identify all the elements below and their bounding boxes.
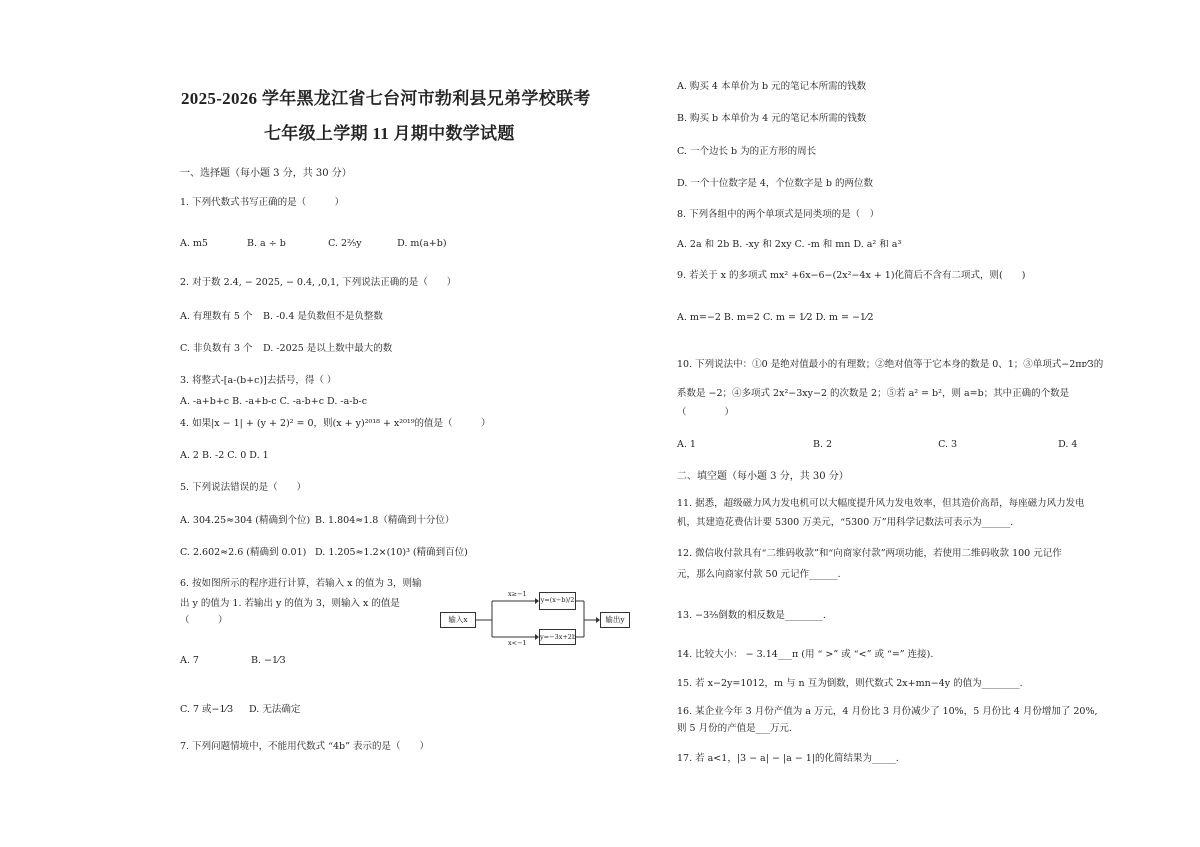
question-7: 7. 下列问题情境中，不能用代数式 “4b” 表示的是（ ） — [180, 741, 429, 752]
option-b: B. 1.804≈1.8（精确到十分位） — [315, 515, 455, 526]
question-7-option-c: C. 一个边长 b 为的正方形的周长 — [677, 146, 817, 157]
option-a: A. 304.25≈304 (精确到个位) — [180, 515, 311, 526]
condition-top-label: x≥−1 — [508, 590, 527, 598]
question-5-options-row2 — [180, 546, 468, 560]
question-11-line2: 机，其建造花费估计要 5300 万美元，“5300 万”用科学记数法可表示为______. — [677, 517, 1014, 528]
option-c: C. 7 或−1⁄3 — [180, 704, 234, 715]
question-7-option-a: A. 购买 4 本单价为 b 元的笔记本所需的钱数 — [677, 81, 867, 92]
section-fill-heading: 二、填空题（每小题 3 分，共 30 分） — [677, 471, 849, 482]
question-13: 13. −3²⁄₅倒数的相反数是________. — [677, 610, 826, 621]
question-8-options: A. 2a 和 2b B. -xy 和 2xy C. -m 和 mn D. a² 和 a³ — [677, 239, 902, 250]
option-a: A. 7 — [180, 655, 199, 666]
question-7-option-d: D. 一个十位数字是 4，个位数字是 b 的两位数 — [677, 178, 874, 189]
formula-box-top: y=(x−b)/2 — [539, 592, 576, 610]
question-2: 2. 对于数 2.4, − 2025, − 0.4, ,0,1, 下列说法正确的是（ ） — [180, 277, 457, 288]
option-a: A. 有理数有 5 个 — [180, 311, 253, 322]
formula-box-bottom: y=−3x+2b — [539, 629, 576, 645]
section-choice-heading: 一、选择题（每小题 3 分，共 30 分） — [180, 168, 352, 179]
option-d: D. -2025 是以上数中最大的数 — [263, 343, 393, 354]
question-6-line3: （ ） — [180, 615, 228, 626]
option-d: D. 1.205≈1.2×(10)³ (精确到百位) — [315, 547, 468, 558]
option-b: B. 2 — [813, 439, 833, 450]
question-12-line1: 12. 微信收付款具有“二维码收款”和“向商家付款”两项功能，若使用二维码收款 100 元记作 — [677, 548, 1062, 559]
question-3-options: A. -a+b+c B. -a+b-c C. -a-b+c D. -a-b-c — [180, 396, 368, 407]
question-6-options-row2 — [180, 703, 300, 717]
question-11-line1: 11. 据悉，超级磁力风力发电机可以大幅度提升风力发电效率，但其造价高昂，每座磁力风力发电 — [677, 498, 1085, 509]
question-6-line1: 6. 按如图所示的程序进行计算，若输入 x 的值为 3，则输 — [180, 578, 422, 589]
question-3: 3. 将整式-[a-(b+c)]去括号，得（ ） — [180, 375, 337, 386]
input-box: 输入x — [440, 612, 476, 628]
condition-bottom-label: x<−1 — [508, 639, 527, 647]
question-7-option-b: B. 购买 b 本单价为 4 元的笔记本所需的钱数 — [677, 113, 867, 124]
option-b: B. a ÷ b — [247, 238, 286, 249]
question-10-line2: 系数是 −2；④多项式 2x²−3xy−2 的次数是 2；⑤若 a² = b²，则 a=b；其中正确的个数是 — [677, 388, 1070, 399]
question-10-line1: 10. 下列说法中：①0 是绝对值最小的有理数；②绝对值等于它本身的数是 0、1；③单项式−2πr⁄3的 — [677, 359, 1104, 370]
question-5: 5. 下列说法错误的是（ ） — [180, 482, 307, 493]
option-b: B. -0.4 是负数但不是负整数 — [263, 311, 383, 322]
option-c: C. 2.602≈2.6 (精确到 0.01) — [180, 547, 307, 558]
question-4-options: A. 2 B. -2 C. 0 D. 1 — [180, 450, 269, 461]
question-14: 14. 比较大小： − 3.14___π (用 “ >” 或 “<” 或 “=” 连接). — [677, 649, 934, 660]
question-9: 9. 若关于 x 的多项式 mx² +6x−6−(2x²−4x + 1)化简后不含有二项式，则( ) — [677, 270, 1026, 281]
option-a: A. 1 — [677, 439, 696, 450]
question-17: 17. 若 a<1，|3 − a| − |a − 1|的化简结果为_____. — [677, 753, 899, 764]
option-c: C. 非负数有 3 个 — [180, 343, 253, 354]
question-8: 8. 下列各组中的两个单项式是同类项的是（ ） — [677, 209, 880, 220]
question-10-options — [677, 438, 1077, 452]
option-a: A. m5 — [180, 238, 208, 249]
question-10-line3: （ ） — [677, 407, 735, 418]
question-2-options-row1 — [180, 310, 383, 324]
option-c: C. 3 — [938, 439, 958, 450]
question-12-line2: 元，那么向商家付款 50 元记作______. — [677, 569, 841, 580]
option-b: B. −1⁄3 — [251, 655, 286, 666]
question-5-options-row1 — [180, 514, 454, 528]
program-flowchart — [440, 586, 632, 648]
exam-title-line2: 七年级上学期 11 月期中数学试题 — [264, 124, 515, 143]
output-box: 输出y — [600, 612, 630, 628]
question-16-line1: 16. 某企业今年 3 月份产值为 a 万元，4 月份比 3 月份减少了 10%，5 月份比 4 月份增加了 20%, — [677, 706, 1098, 717]
option-d: D. m(a+b) — [397, 238, 447, 249]
question-9-options: A. m=−2 B. m=2 C. m = 1⁄2 D. m = −1⁄2 — [677, 312, 874, 323]
question-1: 1. 下列代数式书写正确的是（ ） — [180, 197, 345, 208]
option-d: D. 无法确定 — [249, 704, 301, 715]
option-d: D. 4 — [1058, 439, 1078, 450]
question-15: 15. 若 x−2y=1012，m 与 n 互为倒数，则代数式 2x+mn−4y 的值为________. — [677, 678, 1023, 689]
question-2-options-row2 — [180, 342, 392, 356]
question-1-options — [180, 237, 447, 251]
question-4: 4. 如果|x − 1| + (y + 2)² = 0，则(x + y)²⁰¹⁸ + x²⁰¹⁹的值是（ ） — [180, 418, 491, 429]
question-6-options-row1 — [180, 654, 286, 668]
question-16-line2: 则 5 月份的产值是___万元. — [677, 723, 792, 734]
question-6-line2: 出 y 的值为 1. 若输出 y 的值为 3，则输入 x 的值是 — [180, 598, 400, 609]
option-c: C. 2²⁄₅y — [328, 238, 362, 249]
exam-title-line1: 2025-2026 学年黑龙江省七台河市勃利县兄弟学校联考 — [181, 89, 591, 108]
